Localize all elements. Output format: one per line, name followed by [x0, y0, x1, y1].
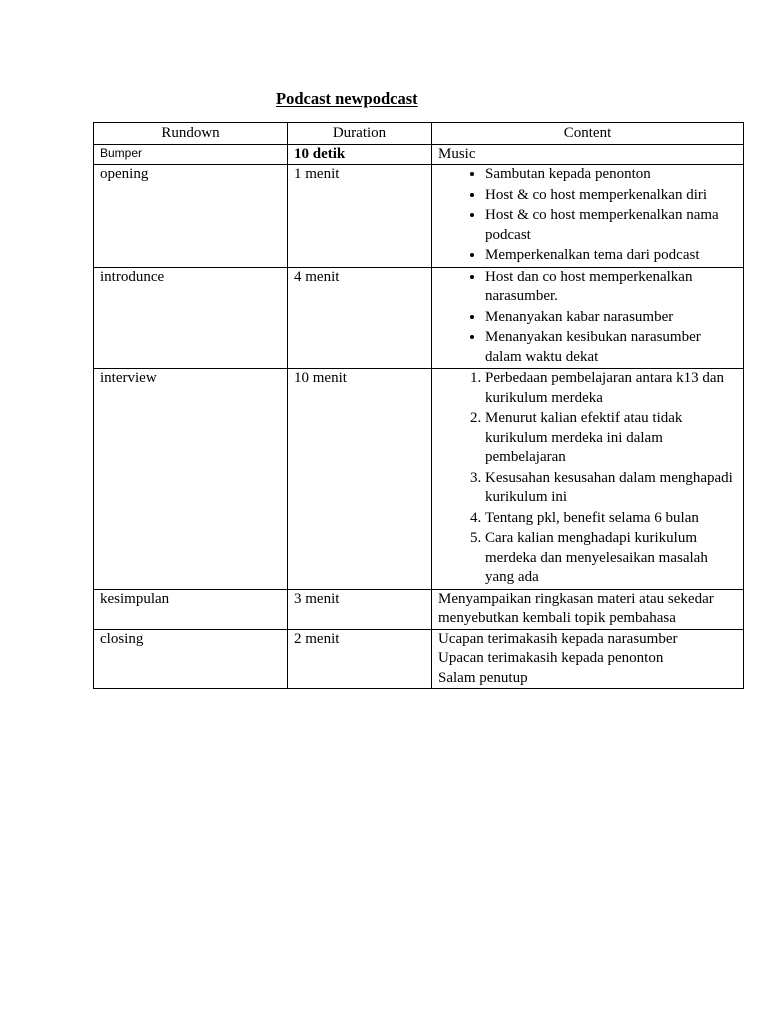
bullet-list [438, 268, 737, 368]
content-cell [432, 589, 744, 629]
content-cell [432, 165, 744, 268]
content-line: Upacan terimakasih kepada penonton [438, 650, 664, 666]
content-cell [432, 629, 744, 689]
list-item: 2. Menurut kalian efektif atau tidak kurikulum merdeka ini dalam pembelajaran [485, 409, 737, 468]
list-item: 3. Kesusahan kesusahan dalam menghapadi kurikulum ini [485, 469, 737, 508]
duration-cell: 2 menit [288, 629, 432, 689]
header-content: Content [432, 123, 744, 145]
rundown-cell: kesimpulan [94, 589, 288, 629]
bullet-list [438, 165, 737, 266]
duration-cell: 3 menit [288, 589, 432, 629]
list-item: 4. Tentang pkl, benefit selama 6 bulan [485, 509, 737, 529]
list-item: • Sambutan kepada penonton [485, 165, 737, 185]
duration-cell: 10 detik [288, 144, 432, 165]
content-line: Salam penutup [438, 669, 528, 686]
table-row [94, 267, 744, 369]
duration-cell: 10 menit [288, 369, 432, 590]
content-line: Ucapan terimakasih kepada narasumber [438, 630, 678, 647]
table-row [94, 165, 744, 268]
document-title: Podcast newpodcast [276, 89, 418, 108]
content-cell [432, 369, 744, 590]
header-duration: Duration [288, 123, 432, 145]
table-row [94, 144, 744, 165]
list-item: • Host dan co host memperkenalkan narasumber. [485, 268, 737, 307]
table-row [94, 369, 744, 590]
header-rundown: Rundown [94, 123, 288, 145]
rundown-cell: interview [94, 369, 288, 590]
list-item: • Memperkenalkan tema dari podcast [485, 246, 737, 266]
rundown-table [93, 122, 744, 689]
duration-cell: 4 menit [288, 267, 432, 369]
content-line: Menyampaikan ringkasan materi atau sekedar menyebutkan kembali topik pembahasa [438, 590, 714, 626]
table-row [94, 589, 744, 629]
list-item: • Menanyakan kabar narasumber [485, 308, 737, 328]
content-cell [432, 267, 744, 369]
rundown-cell: Bumper [94, 144, 288, 165]
list-item: • Host & co host memperkenalkan nama podcast [485, 206, 737, 245]
rundown-cell: closing [94, 629, 288, 689]
list-item: • Menanyakan kesibukan narasumber dalam waktu dekat [485, 328, 737, 367]
rundown-cell: introdunce [94, 267, 288, 369]
rundown-cell: opening [94, 165, 288, 268]
numbered-list [438, 369, 737, 588]
content-line: Music [438, 145, 476, 162]
list-item: • Host & co host memperkenalkan diri [485, 186, 737, 206]
list-item: 5. Cara kalian menghadapi kurikulum merdeka dan menyelesaikan masalah yang ada [485, 529, 737, 588]
content-cell [432, 144, 744, 165]
table-row [94, 629, 744, 689]
list-item: 1. Perbedaan pembelajaran antara k13 dan kurikulum merdeka [485, 369, 737, 408]
duration-cell: 1 menit [288, 165, 432, 268]
table-body [94, 144, 744, 689]
table-header-row [94, 123, 744, 145]
